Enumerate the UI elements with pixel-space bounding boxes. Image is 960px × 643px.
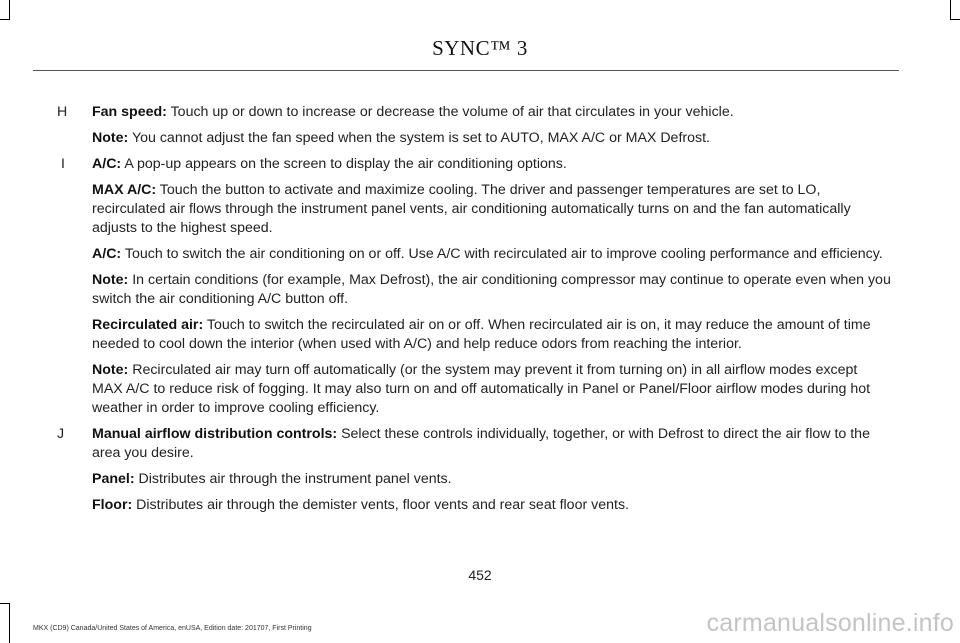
crop-mark-bottom-left-horizontal xyxy=(0,603,10,604)
crop-mark-top-left-horizontal xyxy=(0,19,10,20)
paragraph xyxy=(92,181,892,238)
term-label: Panel: xyxy=(92,471,135,487)
page-number: 452 xyxy=(468,567,492,583)
page-header-title: SYNC™ 3 xyxy=(432,36,528,60)
paragraph-text: You cannot adjust the fan speed when the system is set to AUTO, MAX A/C or MAX Defrost. xyxy=(128,130,710,146)
paragraph-text: In certain conditions (for example, Max Defrost), the air conditioning compressor may continue to operate even when you switch the air conditioning A/C button off. xyxy=(92,272,891,307)
paragraph-text: Select these controls individually, together, or with Defrost to direct the air flow to the area you desire. xyxy=(92,426,870,461)
paragraph xyxy=(92,470,892,489)
term-label: Manual airflow distribution controls: xyxy=(92,426,338,442)
paragraph-text: Distributes air through the demister vents, floor vents and rear seat floor vents. xyxy=(132,497,629,513)
entry-j xyxy=(0,425,960,515)
paragraph xyxy=(92,245,892,264)
paragraph xyxy=(92,316,892,354)
term-label: Note: xyxy=(92,130,129,146)
paragraph xyxy=(92,155,892,174)
paragraph-text: Recirculated air may turn off automatically (or the system may prevent it from turning on) in all airflow modes except MAX A/C to reduce risk of fogging. It may also turn on and off automatically in Panel or Panel/Floor airflow modes during hot weather in order to improve cooling efficiency. xyxy=(92,362,871,416)
term-label: Fan speed: xyxy=(92,104,167,120)
term-label: MAX A/C: xyxy=(92,182,157,198)
header-divider xyxy=(33,70,899,71)
term-label: Recirculated air: xyxy=(92,317,204,333)
term-label: A/C: xyxy=(92,246,122,262)
paragraph xyxy=(92,129,892,148)
paragraph-text: Touch to switch the recirculated air on or off. When recirculated air is on, it may reduce the amount of time needed to cool down the interior (when used with A/C) and help reduce odors from reaching the interior. xyxy=(92,317,871,352)
entry-h xyxy=(0,103,960,148)
term-label: Note: xyxy=(92,272,129,288)
term-label: Note: xyxy=(92,362,129,378)
paragraph-text: Touch to switch the air conditioning on or off. Use A/C with recirculated air to improve cooling performance and efficiency. xyxy=(121,246,883,262)
paragraph-text: Touch up or down to increase or decrease the volume of air that circulates in your vehicle. xyxy=(166,104,734,120)
paragraph xyxy=(92,271,892,309)
paragraph xyxy=(92,496,892,515)
term-label: A/C: xyxy=(92,156,122,172)
watermark: carmanualsonline.info xyxy=(706,609,954,637)
paragraph-text: Distributes air through the instrument panel vents. xyxy=(134,471,452,487)
paragraph xyxy=(92,103,892,122)
crop-mark-top-right-vertical xyxy=(950,0,951,20)
paragraph xyxy=(92,361,892,418)
paragraph-text: A pop-up appears on the screen to display the air conditioning options. xyxy=(121,156,567,172)
document-content xyxy=(0,103,960,522)
paragraph-text: Touch the button to activate and maximize cooling. The driver and passenger temperatures are set to LO, recirculated air flows through the instrument panel vents, air conditioning automatically turns on and the fan automatically adjusts to the highest speed. xyxy=(92,182,851,236)
entry-letter: H xyxy=(57,104,68,120)
term-label: Floor: xyxy=(92,497,133,513)
entry-i xyxy=(0,155,960,418)
crop-mark-top-right-horizontal xyxy=(950,19,960,20)
entry-letter: J xyxy=(57,426,65,442)
crop-mark-top-left-vertical xyxy=(9,0,10,20)
entry-letter: I xyxy=(61,156,65,172)
paragraph xyxy=(92,425,892,463)
crop-mark-bottom-left-vertical xyxy=(9,603,10,643)
footer-edition-info: MKX (CD9) Canada/United States of America, enUSA, Edition date: 201707, First Printing xyxy=(33,625,312,632)
